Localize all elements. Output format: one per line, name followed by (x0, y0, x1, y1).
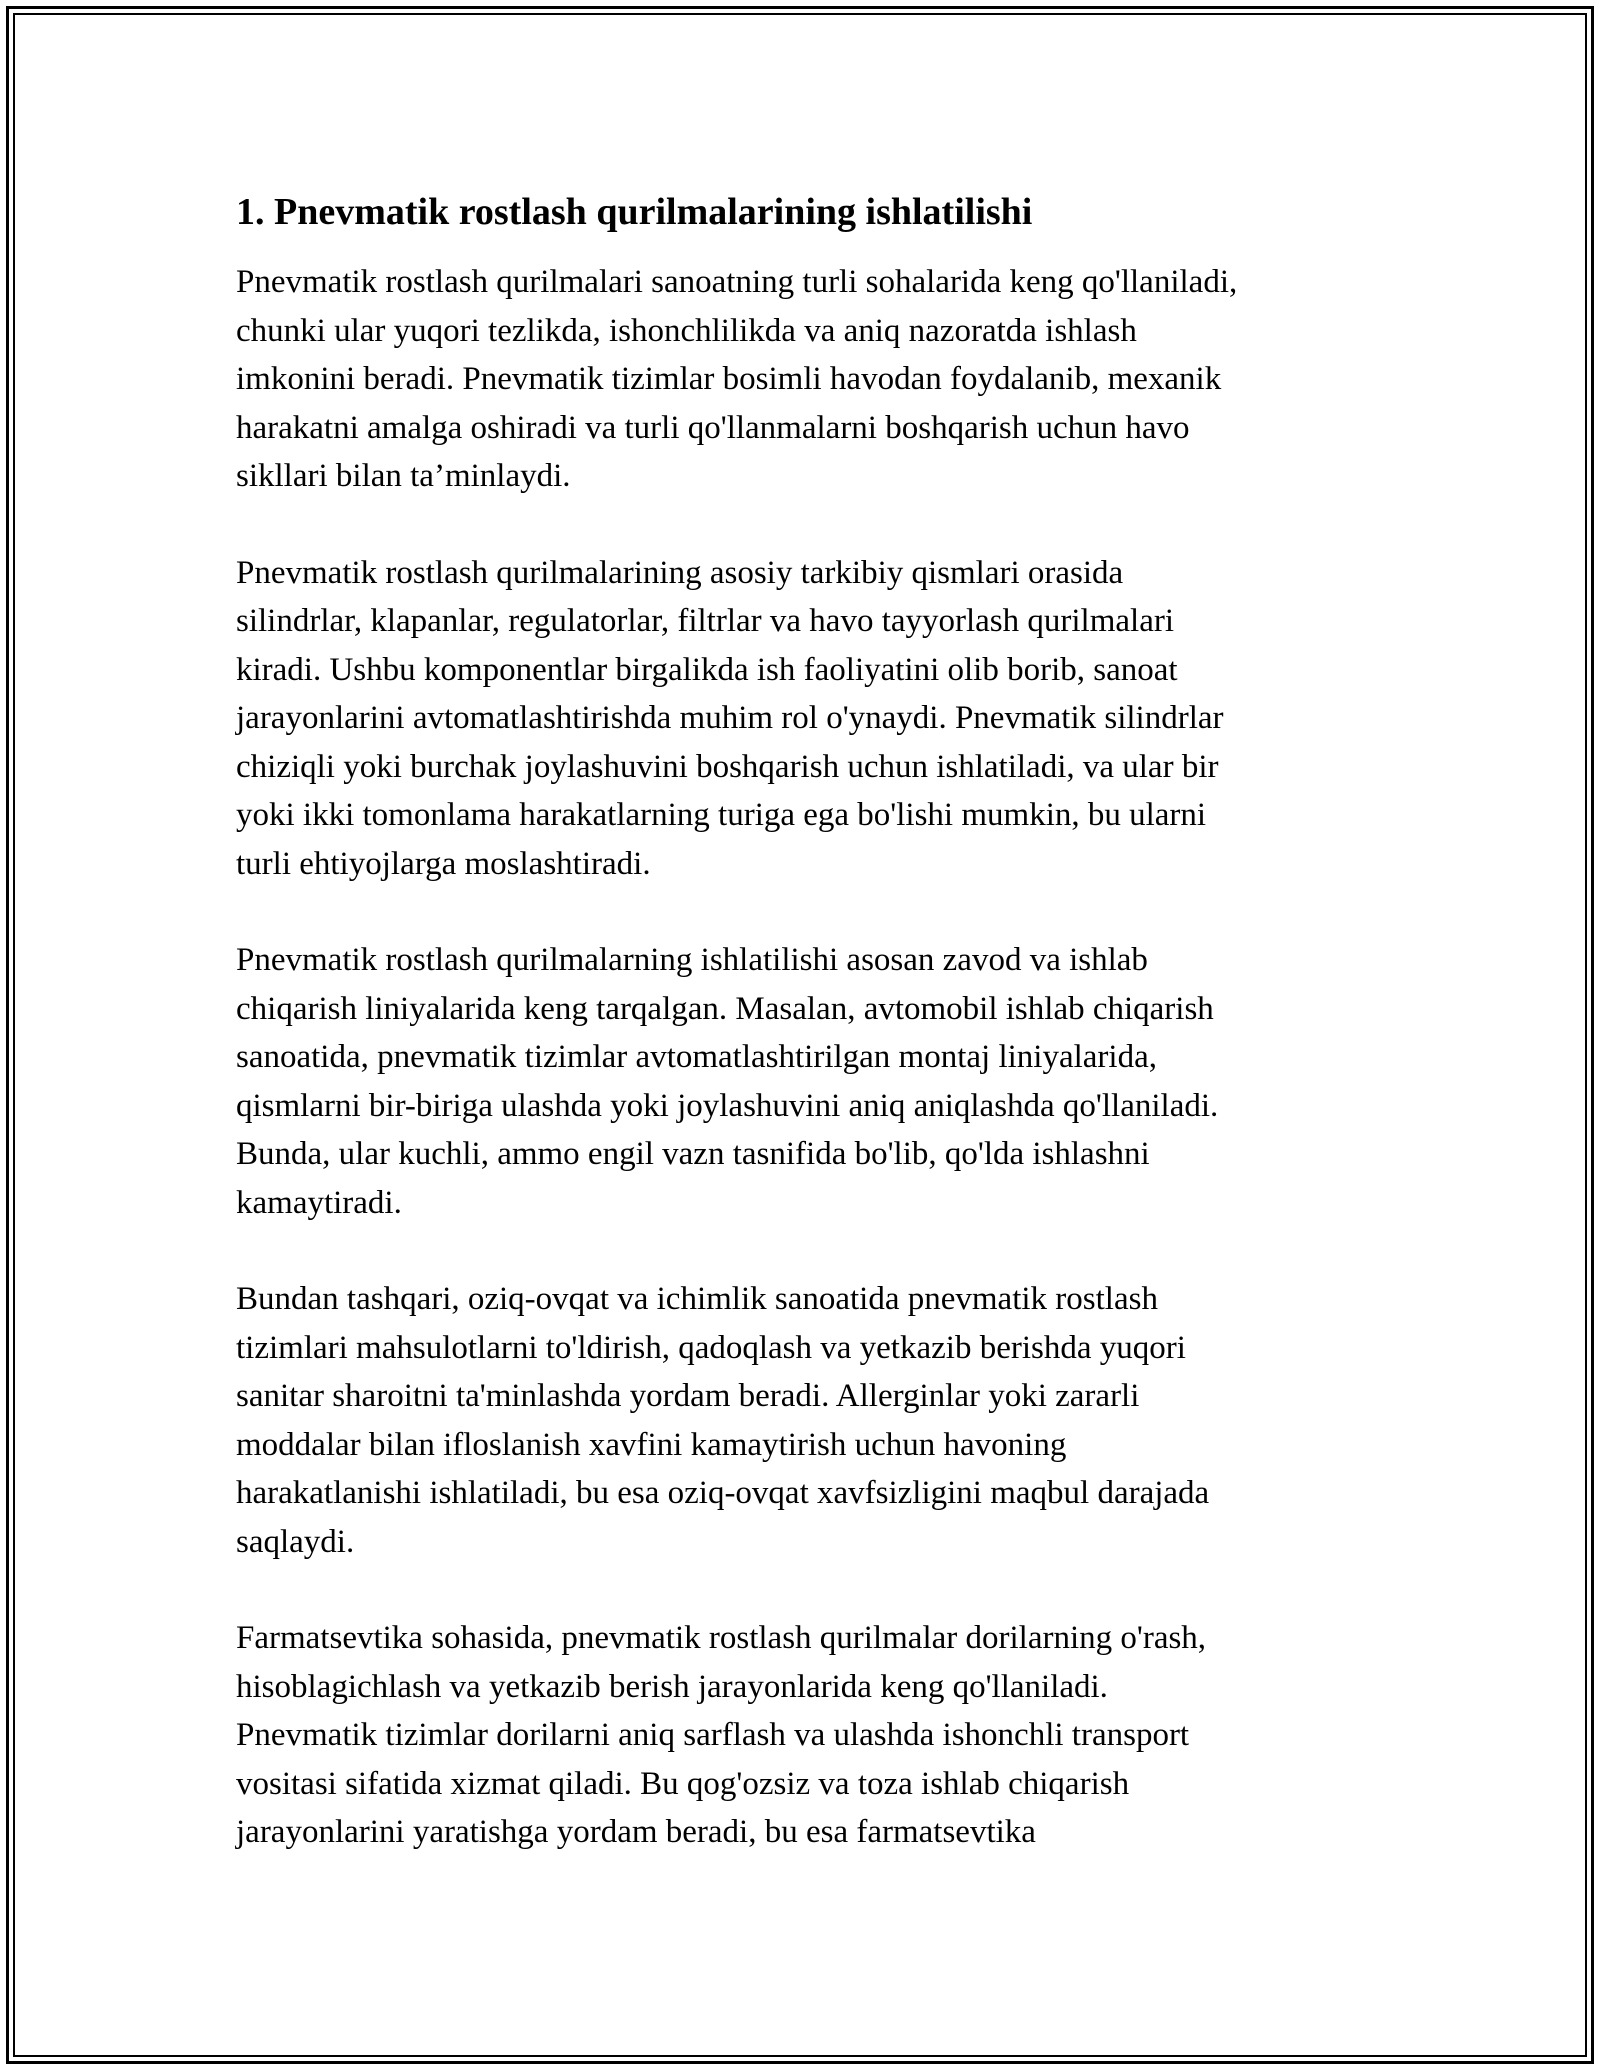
paragraph-4: Bundan tashqari, oziq-ovqat va ichimlik sanoatida pnevmatik rostlash tizimlari mahsulotlarni to'ldirish, qadoqlash va yetkazib berishda yuqori sanitar sharoitni ta'minlashda yordam beradi. Allerginlar yoki zararli moddalar bilan ifloslanish xavfini kamaytirish uchun havoning harakatlanishi ishlatiladi, bu esa oziq-ovqat xavfsizligini maqbul darajada saqlaydi. (236, 1281, 1210, 1560)
paragraph-5: Farmatsevtika sohasida, pnevmatik rostlash qurilmalar dorilarning o'rash, hisoblagichlash va yetkazib berish jarayonlarida keng qo'llaniladi. Pnevmatik tizimlar dorilarni aniq sarflash va ulashda ishonchli transport vositasi sifatida xizmat qiladi. Bu qog'ozsiz va toza ishlab chiqarish jarayonlarini yaratishga yordam beradi, bu esa farmatsevtika (236, 1620, 1207, 1850)
section-heading: 1. Pnevmatik rostlash qurilmalarining ishlatilishi (236, 191, 1033, 233)
document-body (236, 188, 1376, 1905)
paragraph-1: Pnevmatik rostlash qurilmalari sanoatning turli sohalarida keng qo'llaniladi, chunki ular yuqori tezlikda, ishonchlilikda va aniq nazoratda ishlash imkonini beradi. Pnevmatik tizimlar bosimli havodan foydalanib, mexanik harakatni amalga oshiradi va turli qo'llanmalarni boshqarish uchun havo sikllari bilan ta’minlaydi. (236, 264, 1238, 494)
paragraph-2: Pnevmatik rostlash qurilmalarining asosiy tarkibiy qismlari orasida silindrlar, klapanlar, regulatorlar, filtrlar va havo tayyorlash qurilmalari kiradi. Ushbu komponentlar birgalikda ish faoliyatini olib borib, sanoat jarayonlarini avtomatlashtirishda muhim rol o'ynaydi. Pnevmatik silindrlar chiziqli yoki burchak joylashuvini boshqarish uchun ishlatiladi, va ular bir yoki ikki tomonlama harakatlarning turiga ega bo'lishi mumkin, bu ularni turli ehtiyojlarga moslashtiradi. (236, 554, 1224, 882)
paragraph-3: Pnevmatik rostlash qurilmalarning ishlatilishi asosan zavod va ishlab chiqarish liniyalarida keng tarqalgan. Masalan, avtomobil ishlab chiqarish sanoatida, pnevmatik tizimlar avtomatlashtirilgan montaj liniyalarida, qismlarni bir-biriga ulashda yoki joylashuvini aniq aniqlashda qo'llaniladi. Bunda, ular kuchli, ammo engil vazn tasnifida bo'lib, qo'lda ishlashni kamaytiradi. (236, 942, 1219, 1221)
